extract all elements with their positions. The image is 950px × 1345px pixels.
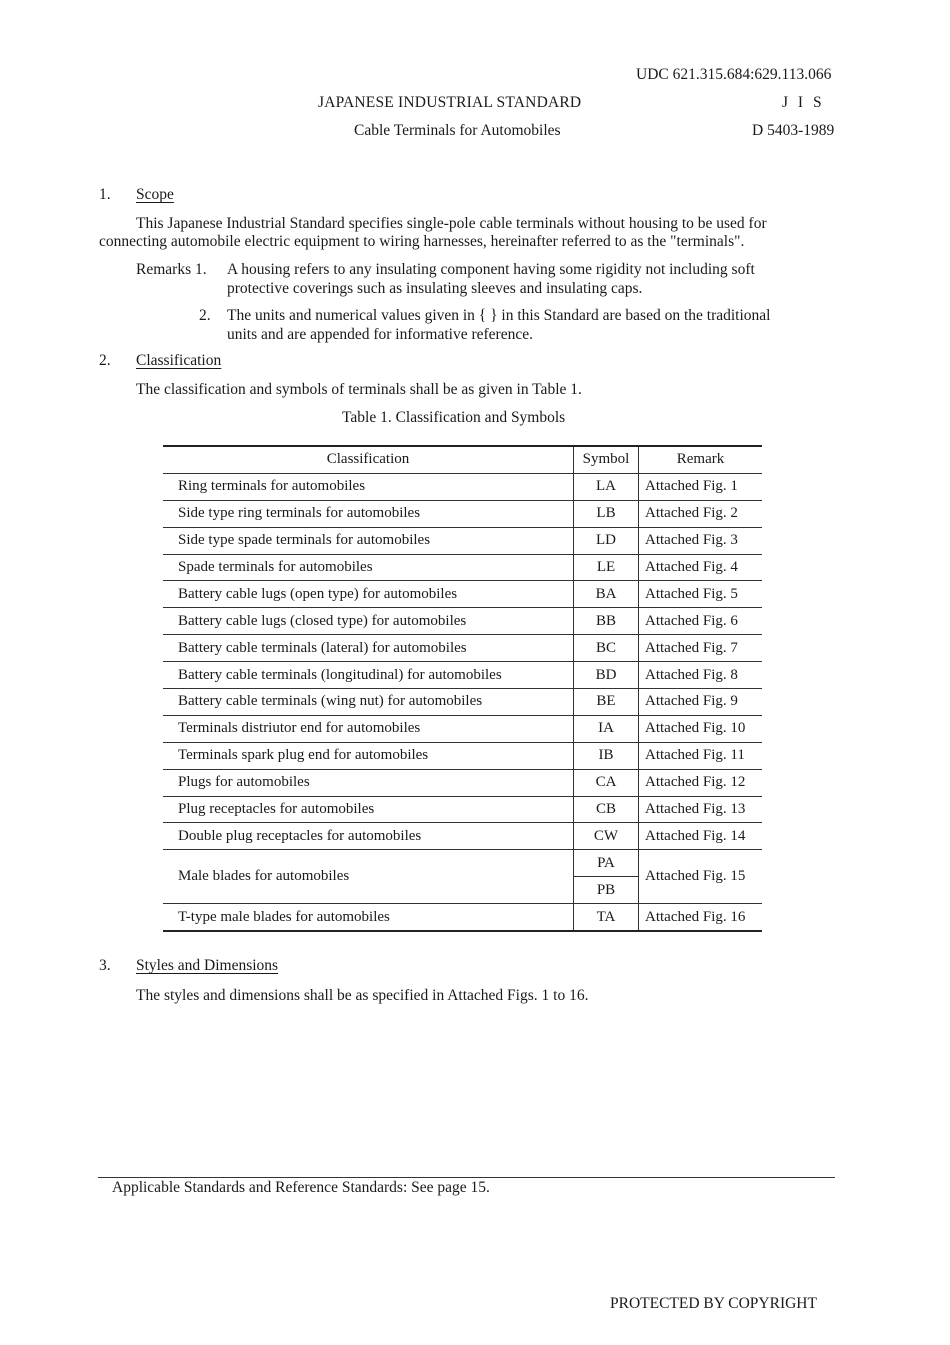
remark-2-line-2: units and are appended for informative reference. (227, 326, 533, 343)
cell-classification: T-type male blades for automobiles (163, 904, 574, 931)
cell-symbol: LE (574, 554, 639, 581)
remark-2-number: 2. (199, 307, 211, 324)
remarks-label: Remarks 1. (136, 261, 207, 278)
cell-remark: Attached Fig. 13 (639, 796, 763, 823)
document-title: Cable Terminals for Automobiles (354, 122, 561, 139)
cell-symbol: BB (574, 608, 639, 635)
styles-body: The styles and dimensions shall be as specified in Attached Figs. 1 to 16. (136, 987, 589, 1004)
cell-classification: Side type spade terminals for automobiles (163, 527, 574, 554)
cell-classification: Battery cable terminals (longitudinal) for automobiles (163, 662, 574, 689)
cell-remark: Attached Fig. 5 (639, 581, 763, 608)
cell-symbol: IA (574, 715, 639, 742)
cell-remark: Attached Fig. 11 (639, 742, 763, 769)
udc-number: UDC 621.315.684:629.113.066 (636, 66, 832, 83)
table-row (163, 554, 762, 581)
table-row (163, 904, 762, 931)
jis-mark: J I S (782, 94, 825, 111)
cell-classification: Plug receptacles for automobiles (163, 796, 574, 823)
scope-body-line-1: This Japanese Industrial Standard specifies single-pole cable terminals without housing to be used for (136, 215, 767, 232)
cell-symbol: PB (574, 877, 639, 904)
table-row (163, 500, 762, 527)
cell-classification: Battery cable terminals (wing nut) for automobiles (163, 689, 574, 716)
cell-symbol: BC (574, 635, 639, 662)
cell-remark: Attached Fig. 7 (639, 635, 763, 662)
table-header-row (163, 446, 762, 473)
cell-classification: Male blades for automobiles (163, 850, 574, 904)
section-3-number: 3. (99, 957, 111, 974)
section-2-heading: Classification (136, 352, 222, 369)
table-row (163, 823, 762, 850)
cell-remark: Attached Fig. 1 (639, 473, 763, 500)
cell-classification: Battery cable terminals (lateral) for automobiles (163, 635, 574, 662)
cell-symbol: LA (574, 473, 639, 500)
remark-2-line-1: The units and numerical values given in { } in this Standard are based on the traditional (227, 307, 771, 324)
table-row (163, 581, 762, 608)
remark-1-line-2: protective coverings such as insulating sleeves and insulating caps. (227, 280, 643, 297)
cell-remark: Attached Fig. 15 (639, 850, 763, 904)
cell-classification: Side type ring terminals for automobiles (163, 500, 574, 527)
table-row (163, 742, 762, 769)
cell-symbol: CB (574, 796, 639, 823)
cell-remark: Attached Fig. 14 (639, 823, 763, 850)
cell-symbol: PA (574, 850, 639, 877)
table-caption: Table 1. Classification and Symbols (342, 409, 566, 426)
cell-symbol: BA (574, 581, 639, 608)
cell-symbol: TA (574, 904, 639, 931)
cell-symbol: CA (574, 769, 639, 796)
cell-remark: Attached Fig. 3 (639, 527, 763, 554)
remark-1-line-1: A housing refers to any insulating component having some rigidity not including soft (227, 261, 755, 278)
header-symbol: Symbol (574, 446, 639, 473)
cell-classification: Plugs for automobiles (163, 769, 574, 796)
classification-body: The classification and symbols of terminals shall be as given in Table 1. (136, 381, 582, 398)
table-row (163, 662, 762, 689)
cell-symbol: BD (574, 662, 639, 689)
scope-body-line-2: connecting automobile electric equipment to wiring harnesses, hereinafter referred to as the "terminals". (99, 233, 745, 250)
cell-classification: Battery cable lugs (closed type) for automobiles (163, 608, 574, 635)
table-row (163, 689, 762, 716)
table-row (163, 608, 762, 635)
section-2-number: 2. (99, 352, 111, 369)
table-row (163, 635, 762, 662)
table-row (163, 473, 762, 500)
header-classification: Classification (163, 446, 574, 473)
cell-remark: Attached Fig. 8 (639, 662, 763, 689)
section-3-heading: Styles and Dimensions (136, 957, 279, 974)
cell-remark: Attached Fig. 10 (639, 715, 763, 742)
cell-symbol: BE (574, 689, 639, 716)
header-remark: Remark (639, 446, 763, 473)
footnote: Applicable Standards and Reference Standards: See page 15. (112, 1179, 490, 1196)
cell-classification: Battery cable lugs (open type) for automobiles (163, 581, 574, 608)
classification-table (163, 445, 762, 932)
cell-classification: Spade terminals for automobiles (163, 554, 574, 581)
cell-classification: Terminals spark plug end for automobiles (163, 742, 574, 769)
cell-symbol: LB (574, 500, 639, 527)
cell-classification: Double plug receptacles for automobiles (163, 823, 574, 850)
table-row (163, 527, 762, 554)
table-row (163, 715, 762, 742)
section-1-heading: Scope (136, 186, 174, 203)
table-row (163, 769, 762, 796)
cell-remark: Attached Fig. 9 (639, 689, 763, 716)
table-row (163, 796, 762, 823)
cell-classification: Ring terminals for automobiles (163, 473, 574, 500)
cell-remark: Attached Fig. 4 (639, 554, 763, 581)
cell-symbol: LD (574, 527, 639, 554)
section-1-number: 1. (99, 186, 111, 203)
cell-symbol: CW (574, 823, 639, 850)
cell-remark: Attached Fig. 6 (639, 608, 763, 635)
cell-remark: Attached Fig. 2 (639, 500, 763, 527)
standard-code: D 5403-1989 (752, 122, 835, 139)
cell-remark: Attached Fig. 16 (639, 904, 763, 931)
copyright-notice: PROTECTED BY COPYRIGHT (610, 1295, 817, 1312)
cell-symbol: IB (574, 742, 639, 769)
cell-classification: Terminals distriutor end for automobiles (163, 715, 574, 742)
footnote-divider (98, 1177, 835, 1178)
table-row-male-blades (163, 850, 762, 877)
standard-name: JAPANESE INDUSTRIAL STANDARD (318, 94, 582, 111)
cell-remark: Attached Fig. 12 (639, 769, 763, 796)
